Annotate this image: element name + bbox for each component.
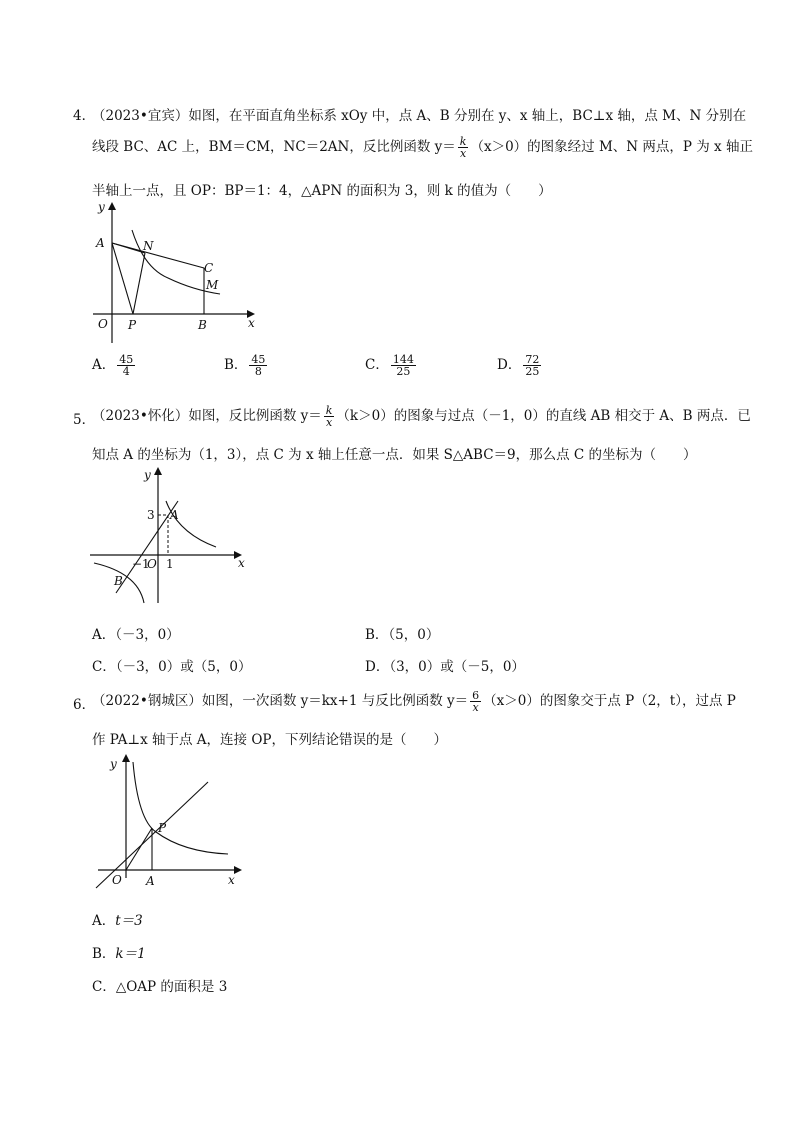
q4-option-c-den: 25 [396, 365, 411, 378]
q5-frac-num: k [325, 404, 333, 417]
q5-option-a-text: （－3，0） [115, 627, 180, 643]
q5-label-y: y [144, 468, 151, 482]
q4-figure [88, 198, 263, 348]
q4-line3: 半轴上一点，且 OP：BP＝1：4，△APN 的面积为 3，则 k 的值为（ ） [92, 183, 552, 199]
q6-line2: 作 PA⊥x 轴于点 A，连接 OP，下列结论错误的是（ ） [92, 732, 447, 748]
q6-fraction [470, 690, 481, 713]
q4-line1: （2023•宜宾）如图，在平面直角坐标系 xOy 中，点 A、B 分别在 y、x 轴上，BC⊥x 轴，点 M、N 分别在 [92, 108, 747, 124]
q5-option-a-label: A． [92, 627, 116, 643]
q4-label-N: N [143, 239, 154, 253]
q6-label-x: x [228, 873, 235, 887]
q6-frac-num: 6 [472, 689, 480, 702]
q4-option-b-num: 45 [251, 353, 266, 366]
q6-label-O: O [112, 873, 122, 887]
q4-label-B: B [198, 318, 207, 332]
q6-option-c-label: C． [92, 979, 116, 995]
q5-option-b-text: （5，0） [388, 627, 440, 643]
q4-option-b-label: B． [224, 357, 248, 373]
q5-option-a[interactable] [92, 623, 180, 643]
q4-option-c-frac [391, 354, 416, 377]
q5-label-x: x [238, 556, 245, 570]
q5-option-d[interactable] [365, 655, 525, 675]
q6-option-a-text: t＝3 [115, 913, 143, 929]
q4-segment-AP [112, 243, 133, 314]
q6-label-P: P [158, 821, 167, 835]
q4-option-c[interactable] [365, 353, 418, 377]
q6-label-A: A [146, 874, 155, 888]
q6-option-a[interactable] [92, 909, 143, 929]
q5-option-c-text: （－3，0）或（5，0） [115, 659, 252, 675]
q4-option-a-den: 4 [122, 365, 130, 378]
q5-number: 5． [73, 412, 96, 428]
q4-label-P: P [128, 318, 137, 332]
q4-option-b[interactable] [224, 353, 269, 377]
q5-line2: 知点 A 的坐标为（1，3），点 C 为 x 轴上任意一点．如果 S△ABC＝9，那么点 C 的坐标为（ ） [92, 447, 697, 463]
q4-label-M: M [206, 278, 219, 292]
q6-line1-pre: （2022•钢城区）如图，一次函数 y＝kx+1 与反比例函数 y＝ [92, 693, 469, 709]
q4-line2 [92, 135, 753, 159]
q6-option-c-text: △OAP 的面积是 3 [115, 979, 228, 995]
q5-option-d-text: （3，0）或（－5，0） [389, 659, 525, 675]
q5-label-O: O [147, 557, 157, 571]
q4-option-d-label: D． [497, 357, 522, 373]
q4-line2-post: （x＞0）的图象经过 M、N 两点，P 为 x 轴正 [470, 139, 753, 155]
q4-option-b-den: 8 [254, 365, 262, 378]
q5-option-b-label: B． [365, 627, 389, 643]
q4-fraction [458, 136, 469, 159]
q4-segment-PN [133, 253, 145, 314]
q6-option-a-label: A． [92, 913, 116, 929]
q6-segment-OP [126, 828, 152, 870]
q6-line1 [92, 689, 736, 713]
q5-frac-den: x [325, 416, 333, 429]
q4-option-c-label: C． [365, 357, 389, 373]
q6-figure [88, 750, 248, 895]
q4-option-d-num: 72 [525, 353, 540, 366]
q4-segment-AN [112, 243, 145, 253]
q4-option-d-den: 25 [525, 365, 540, 378]
q4-label-O: O [98, 317, 108, 331]
q4-label-x: x [248, 316, 255, 330]
q5-option-c-label: C． [92, 659, 116, 675]
q4-label-y: y [98, 200, 105, 214]
q6-y-arrow [122, 754, 130, 762]
q4-line2-pre: 线段 BC、AC 上，BM＝CM，NC＝2AN，反比例函数 y＝ [92, 139, 456, 155]
q5-label-3: 3 [147, 508, 155, 522]
q4-option-d-frac [523, 354, 541, 377]
q5-label-neg1: −1 [132, 557, 150, 571]
q4-label-C: C [204, 261, 214, 275]
q5-label-B: B [114, 574, 123, 588]
q4-number: 4． [73, 108, 96, 124]
q5-label-1: 1 [166, 557, 174, 571]
q6-line1-post: （x＞0）的图象交于点 P（2，t），过点 P [483, 693, 736, 709]
q6-option-b-label: B． [92, 946, 116, 962]
q5-option-b[interactable] [365, 623, 439, 643]
q5-line1-pre: （2023•怀化）如图，反比例函数 y＝ [92, 408, 322, 424]
q6-label-y: y [110, 757, 117, 771]
q4-frac-den: x [460, 147, 467, 160]
q4-option-a[interactable] [92, 353, 137, 377]
q4-option-a-label: A． [92, 357, 116, 373]
q4-option-c-num: 144 [392, 353, 414, 366]
q4-option-a-frac [117, 354, 135, 377]
q4-option-d[interactable] [497, 353, 543, 377]
q5-option-d-label: D． [365, 659, 390, 675]
q5-label-A: A [170, 508, 179, 522]
q5-fraction [324, 405, 335, 428]
q5-y-arrow [154, 467, 162, 475]
q4-option-b-frac [249, 354, 267, 377]
q6-number: 6． [73, 697, 96, 713]
q6-option-b[interactable] [92, 942, 146, 962]
q4-option-a-num: 45 [119, 353, 134, 366]
q6-x-arrow [234, 866, 242, 874]
q4-label-A: A [96, 236, 105, 250]
q5-option-c[interactable] [92, 655, 251, 675]
q5-figure [88, 463, 253, 608]
q6-option-b-text: k＝1 [115, 946, 146, 962]
q6-frac-den: x [472, 701, 479, 714]
q6-option-c[interactable] [92, 975, 227, 995]
q5-line1 [92, 404, 751, 428]
q4-y-arrow [108, 202, 116, 210]
q4-frac-num: k [459, 135, 467, 148]
q5-line1-post: （k＞0）的图象与过点（－1，0）的直线 AB 相交于 A、B 两点．已 [336, 408, 751, 424]
